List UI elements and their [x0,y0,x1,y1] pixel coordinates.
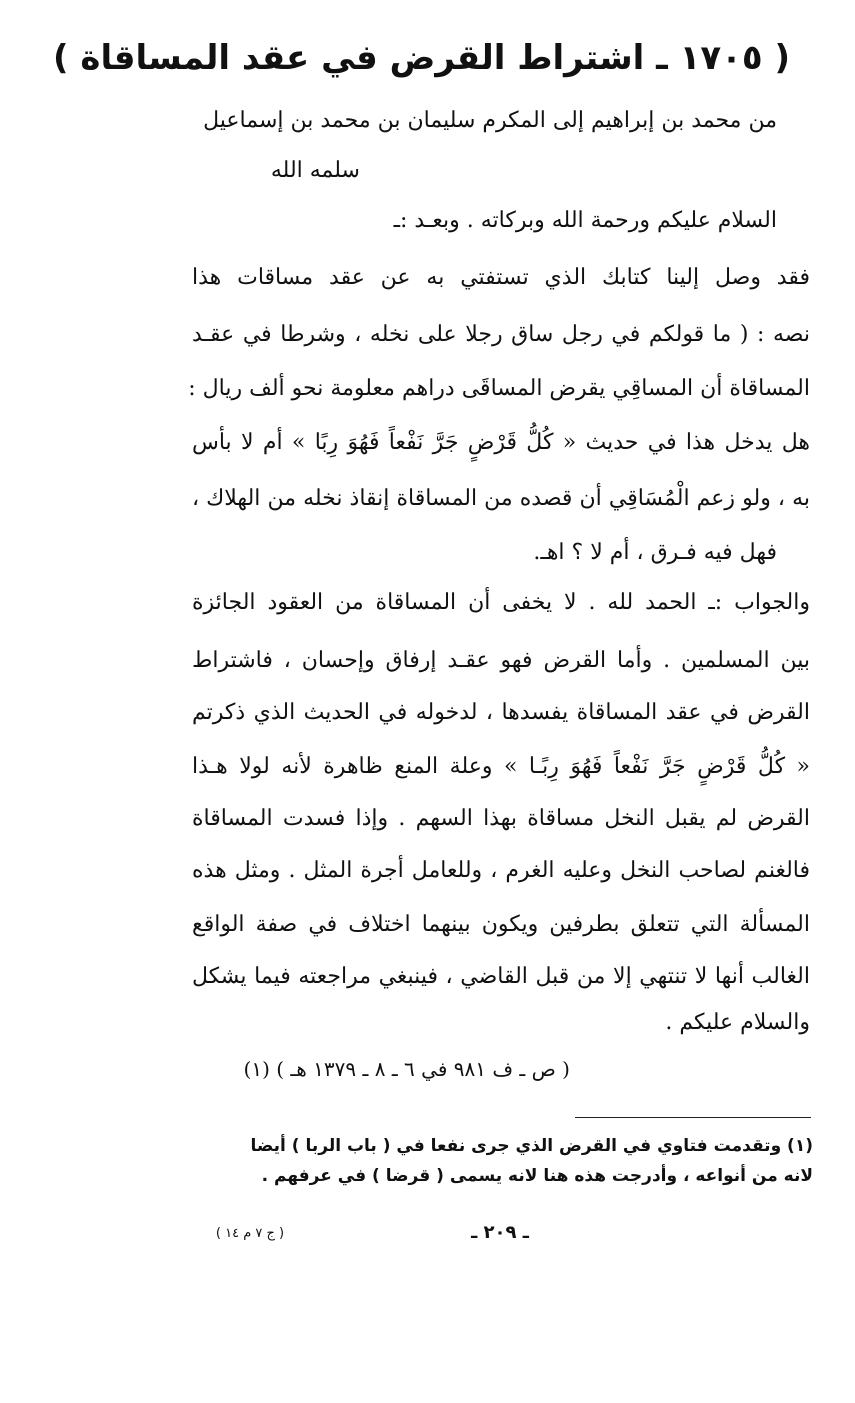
page-number: ـ ٢٠٩ ـ [471,1222,529,1243]
text-line-1: من محمد بن إبراهيم إلى المكرم سليمان بن محمد بن إسماعيل [203,108,777,133]
footnote-line-2: لانه من أنواعه ، وأدرجت هذه هنا لانه يسمى ( قرضا ) في عرفهم . [261,1166,813,1186]
text-line-3: السلام عليكم ورحمة الله وبركاته . وبعـد :ـ [393,208,777,233]
text-line-17: الغالب أنها لا تنتهي إلا من قبل القاضي ، فينبغي مراجعته فيما يشكل [192,964,810,989]
text-line-10: والجواب :ـ الحمد لله . لا يخفى أن المساقاة من العقود الجائزة [192,590,810,615]
text-line-11: بين المسلمين . وأما القرض فهو عقـد إرفاق وإحسان ، فاشتراط [192,648,810,673]
text-line-6: المساقاة أن المساقِي يقرض المساقَى دراهم معلومة نحو ألف ريال : [188,376,810,401]
text-line-8: به ، ولو زعم الْمُسَاقِي أن قصده من المساقاة إنقاذ نخله من الهلاك ، [192,486,810,511]
text-line-2: سلمه الله [270,158,360,183]
volume-signature: ( ج ٧ م ١٤ ) [215,1226,285,1241]
text-line-16: المسألة التي تتعلق بطرفين ويكون بينهما اختلاف في صفة الواقع [192,912,810,937]
text-line-18: والسلام عليكم . [665,1010,810,1035]
footnote-line-1: (١) وتقدمت فتاوي في القرض الذي جرى نفعا في ( باب الربا ) أيضا [250,1136,813,1156]
page-title: ( ١٧٠٥ ـ اشتراط القرض في عقد المساقاة ) [53,38,790,78]
text-line-13: « كُلُّ قَرْضٍ جَرَّ نَفْعاً فَهُوَ رِبًـا » وعلة المنع ظاهرة لأنه لولا هـذا [192,754,810,779]
text-line-5: نصه : ( ما قولكم في رجل ساق رجلا على نخله ، وشرطا في عقـد [192,322,810,347]
citation-line: ( ص ـ ف ٩٨١ في ٦ ـ ٨ ـ ١٣٧٩ هـ ) (١) [243,1057,570,1081]
text-line-15: فالغنم لصاحب النخل وعليه الغرم ، وللعامل أجرة المثل . ومثل هذه [192,858,810,883]
text-line-12: القرض في عقد المساقاة يفسدها ، لدخوله في الحديث الذي ذكرتم [192,700,810,725]
footnote-divider [575,1117,811,1118]
text-line-9: فهل فيه فـرق ، أم لا ؟ اهـ. [533,540,777,565]
text-line-14: القرض لم يقبل النخل مساقاة بهذا السهم . وإذا فسدت المساقاة [192,806,810,831]
text-line-7: هل يدخل هذا في حديث « كُلُّ قَرْضٍ جَرَّ نَفْعاً فَهُوَ رِبًا » أم لا بأس [192,430,810,455]
text-line-4: فقد وصل إلينا كتابك الذي تستفتي به عن عقد مساقات هذا [192,265,810,290]
